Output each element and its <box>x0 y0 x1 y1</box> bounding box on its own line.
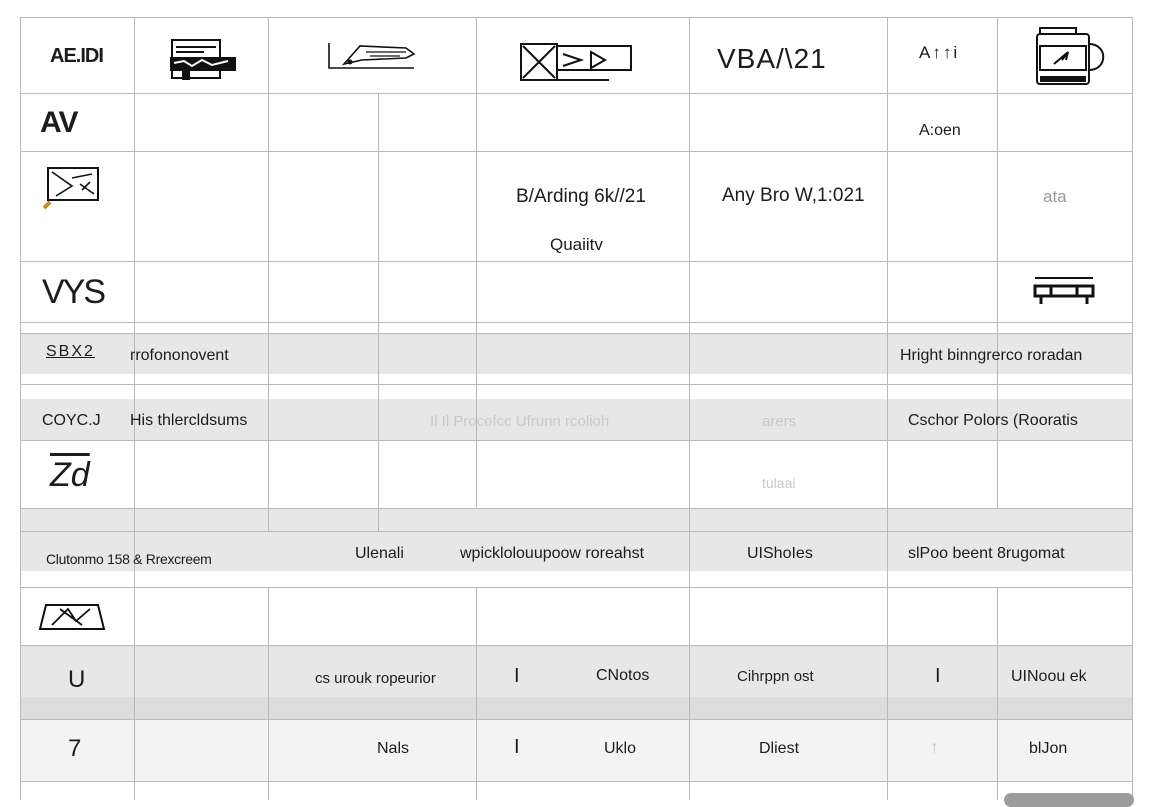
envelope-sketch-icon[interactable] <box>42 166 104 212</box>
row-2-col4-line1[interactable]: B/Arding 6k//21 <box>516 186 646 207</box>
toolbar-image-icon[interactable] <box>168 37 240 83</box>
gridline-h <box>20 531 1133 532</box>
gridline-h <box>20 261 1133 262</box>
row-5-col5[interactable]: arers <box>762 413 797 430</box>
gridline-v <box>476 587 477 800</box>
row-5-col3[interactable]: Il Il Procofcc Ufrunn rcolioh <box>430 413 610 430</box>
gridline-h <box>20 17 1133 18</box>
row-2-col4-line2[interactable]: Quaiitv <box>550 235 603 254</box>
row-4-col6[interactable]: Hright binngrerco roradan <box>900 347 1083 364</box>
gridline-h <box>20 440 1133 441</box>
row-7-col5[interactable]: UIShoIes <box>747 545 813 562</box>
row-9-col5[interactable]: Cihrppn ost <box>737 668 814 685</box>
gridline-h <box>20 333 1133 334</box>
bench-icon[interactable] <box>1033 274 1095 306</box>
crossed-tray-icon[interactable] <box>38 603 106 633</box>
gridline-h <box>20 719 1133 720</box>
row-7-col3[interactable]: Ulenali <box>355 545 404 562</box>
row-5-label[interactable]: COYC.J <box>42 412 101 429</box>
band-row-9-lower <box>20 697 1133 719</box>
row-5-col2[interactable]: His thlercldsums <box>130 412 248 429</box>
row-2-col5[interactable]: Any Bro W,1:021 <box>722 185 865 206</box>
header-cell-1[interactable]: AE.IDI <box>50 45 103 67</box>
gridline-h <box>20 587 1133 588</box>
gridline-h <box>20 508 1133 509</box>
row-6-col5[interactable]: tulaai <box>762 475 796 491</box>
row-4-col2[interactable]: rrofononovent <box>130 347 229 364</box>
row-10-label[interactable]: 7 <box>68 735 82 762</box>
gridline-v <box>268 587 269 800</box>
gridline-h <box>20 781 1133 782</box>
row-2-col7[interactable]: ata <box>1043 187 1067 206</box>
row-9-col4-a[interactable]: I <box>514 665 520 687</box>
row-9-col4-b[interactable]: CNotos <box>596 667 650 684</box>
row-4-label[interactable]: SBX2 <box>46 343 95 360</box>
row-7-col6[interactable]: slPoo beent 8rugomat <box>908 545 1065 562</box>
gridline-v <box>689 17 690 800</box>
row-3-label[interactable]: VYS <box>42 273 105 311</box>
row-10-col3[interactable]: Nals <box>377 740 410 757</box>
gridline-v <box>997 17 998 508</box>
row-6-label[interactable]: $\overline{Zd}$ <box>50 456 90 494</box>
band-row-10 <box>20 719 1133 781</box>
row-9-label[interactable]: U <box>68 666 86 693</box>
band-row-sep <box>20 508 1133 531</box>
pen-tool-icon[interactable] <box>326 38 420 74</box>
header-cell-5[interactable]: VBA/\21 <box>717 43 827 74</box>
row-9-col3[interactable]: cs urouk ropeurior <box>315 670 436 687</box>
gridline-v <box>476 17 477 508</box>
cross-box-icon[interactable] <box>519 42 635 84</box>
mug-icon[interactable] <box>1034 26 1108 90</box>
row-1-col6[interactable]: A:oen <box>919 122 961 139</box>
header-cell-6[interactable]: A↑↑i <box>919 43 960 62</box>
gridline-v <box>378 93 379 531</box>
row-5-col6[interactable]: Cschor Polors (Rooratis <box>908 412 1078 429</box>
row-9-col6-b[interactable]: UINoou ek <box>1011 668 1087 685</box>
row-10-col5[interactable]: Dliest <box>759 740 800 757</box>
gridline-h <box>20 384 1133 385</box>
row-7-col4[interactable]: wpicklolouupoow roreahst <box>460 545 645 562</box>
row-10-col6-a[interactable]: ↑ <box>930 737 939 757</box>
gridline-v <box>887 17 888 800</box>
gridline-h <box>20 93 1133 94</box>
row-10-col4-b[interactable]: Uklo <box>604 740 637 757</box>
row-10-col4-a[interactable]: I <box>514 736 520 758</box>
gridline-h <box>20 151 1133 152</box>
gridline-v <box>20 17 21 800</box>
horizontal-scrollbar-thumb[interactable] <box>1004 793 1134 807</box>
row-9-col6-a[interactable]: I <box>935 665 941 687</box>
gridline-h <box>20 322 1133 323</box>
row-10-col6-b[interactable]: blJon <box>1029 740 1068 757</box>
gridline-v <box>134 17 135 800</box>
band-row-9 <box>20 645 1133 697</box>
gridline-v <box>268 17 269 531</box>
gridline-h <box>20 645 1133 646</box>
row-1-label[interactable]: AV <box>40 106 78 139</box>
gridline-v <box>1132 17 1133 800</box>
row-7-col1[interactable]: Clutonmo 158 & Rrexcreem <box>46 551 212 567</box>
gridline-v <box>997 587 998 800</box>
